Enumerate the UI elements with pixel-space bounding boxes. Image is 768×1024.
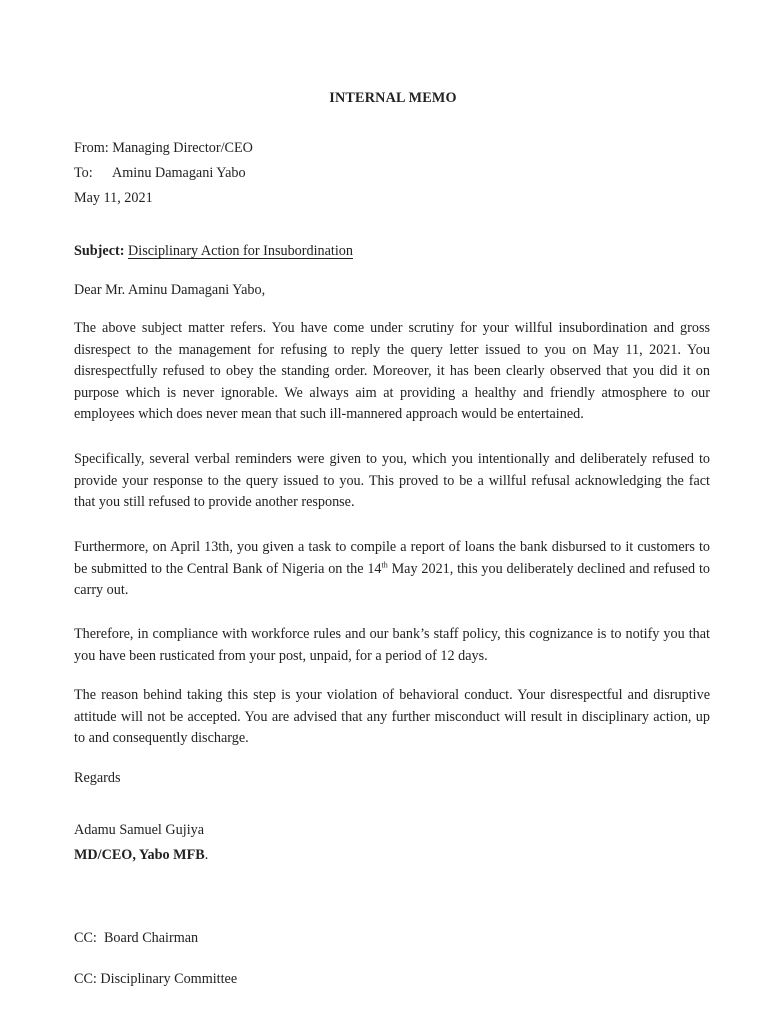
- cc-line-1: [74, 928, 198, 949]
- subject-label: Subject: [74, 243, 120, 259]
- signatory-title: MD/CEO, Yabo MFB: [74, 847, 205, 863]
- paragraph-1-text: The above subject matter refers. You have come under scrutiny for your willful insubordination and gross disrespect to the management for refusing to reply the query letter issued to you on May 11, 2021. You disrespectfully refused to obey the standing order. Moreover, it has been clearly observed that you did it on purpose which is never ignorable. We always aim at providing a healthy and friendly atmosphere to our employees which does never mean that such ill-mannered approach would be entertained.: [74, 320, 710, 422]
- signatory-name: Adamu Samuel Gujiya: [74, 822, 205, 838]
- to-line: [74, 163, 246, 184]
- to-label: To:: [74, 165, 93, 181]
- paragraph-4-text: Therefore, in compliance with workforce rules and our bank’s staff policy, this cognizance is to notify you that you have been rusticated from your post, unpaid, for a period of 12 days.: [74, 626, 710, 664]
- cc-line-2: [74, 969, 237, 990]
- memo-date: May 11, 2021: [74, 190, 153, 206]
- salutation: Dear Mr. Aminu Damagani Yabo,: [74, 282, 266, 298]
- paragraph-3: [74, 537, 710, 602]
- cc-2-value: Disciplinary Committee: [100, 971, 238, 987]
- from-line: [74, 138, 253, 159]
- cc-2-label: CC:: [74, 971, 97, 987]
- paragraph-3-part-a: Furthermore, on April 13th, you given a task to compile a report of loans the bank disbursed to it customers to be submitted to the Central Bank of Nigeria on the 14: [74, 539, 710, 577]
- paragraph-3-part-b: May 2021, this you deliberately declined and refused to carry out.: [74, 560, 710, 598]
- to-value: Aminu Damagani Yabo: [112, 165, 246, 181]
- from-value: Managing Director/CEO: [112, 140, 253, 156]
- subject-line: [74, 241, 353, 262]
- paragraph-4: [74, 624, 710, 667]
- closing: Regards: [74, 770, 121, 786]
- from-label: From:: [74, 140, 109, 156]
- signatory-title-period: .: [204, 847, 209, 863]
- cc-1-label: CC:: [74, 930, 97, 946]
- memo-title: INTERNAL MEMO: [329, 90, 457, 106]
- paragraph-2: [74, 449, 710, 514]
- signatory-title-line: [74, 845, 208, 866]
- paragraph-1: [74, 318, 710, 426]
- paragraph-3-text: [74, 537, 710, 602]
- paragraph-3-superscript: th: [381, 559, 388, 569]
- paragraph-5: [74, 685, 710, 750]
- paragraph-2-text: Specifically, several verbal reminders were given to you, which you intentionally and deliberately refused to provide your response to the query issued to you. This proved to be a willful refusal acknowledging the fact that you still refused to provide another response.: [74, 451, 710, 510]
- paragraph-5-text: The reason behind taking this step is your violation of behavioral conduct. Your disrespectful and disruptive attitude will not be accepted. You are advised that any further misconduct will result in disciplinary action, up to and consequently discharge.: [74, 687, 710, 746]
- cc-1-value: Board Chairman: [103, 930, 199, 946]
- subject-colon: :: [119, 243, 125, 259]
- subject-text: Disciplinary Action for Insubordination: [128, 243, 353, 259]
